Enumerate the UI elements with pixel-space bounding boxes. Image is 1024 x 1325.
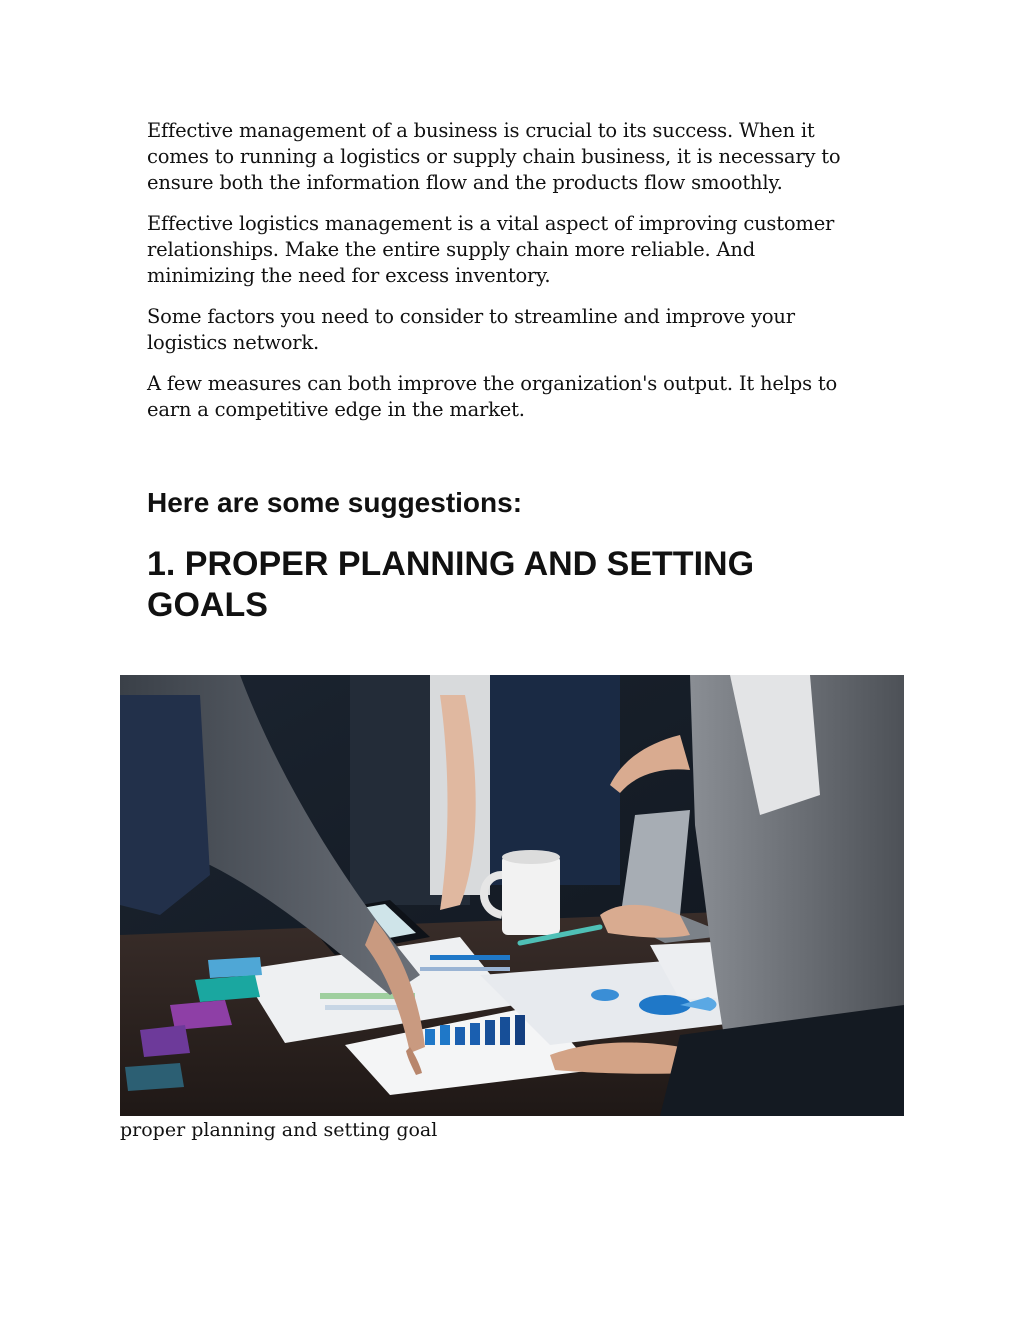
intro-text [147,118,867,438]
suggestions-heading: Here are some suggestions: [147,487,523,518]
photo-caption: proper planning and setting goal [120,1119,438,1141]
planning-meeting-photo [120,675,904,1116]
section-title: 1. PROPER PLANNING AND SETTING GOALS [147,545,755,624]
paragraph: A few measures can both improve the organization's output. It helps to earn a competitive edge in the market. [147,372,838,421]
paragraph: Effective management of a business is crucial to its success. When it comes to running a logistics or supply chain business, it is necessary to ensure both the information flow and the products flow smoothly. [147,119,841,194]
paragraph: Some factors you need to consider to streamline and improve your logistics network. [147,305,795,354]
paragraph: Effective logistics management is a vital aspect of improving customer relationships. Make the entire supply chain more reliable. And minimizing the need for excess inventory. [147,212,835,287]
